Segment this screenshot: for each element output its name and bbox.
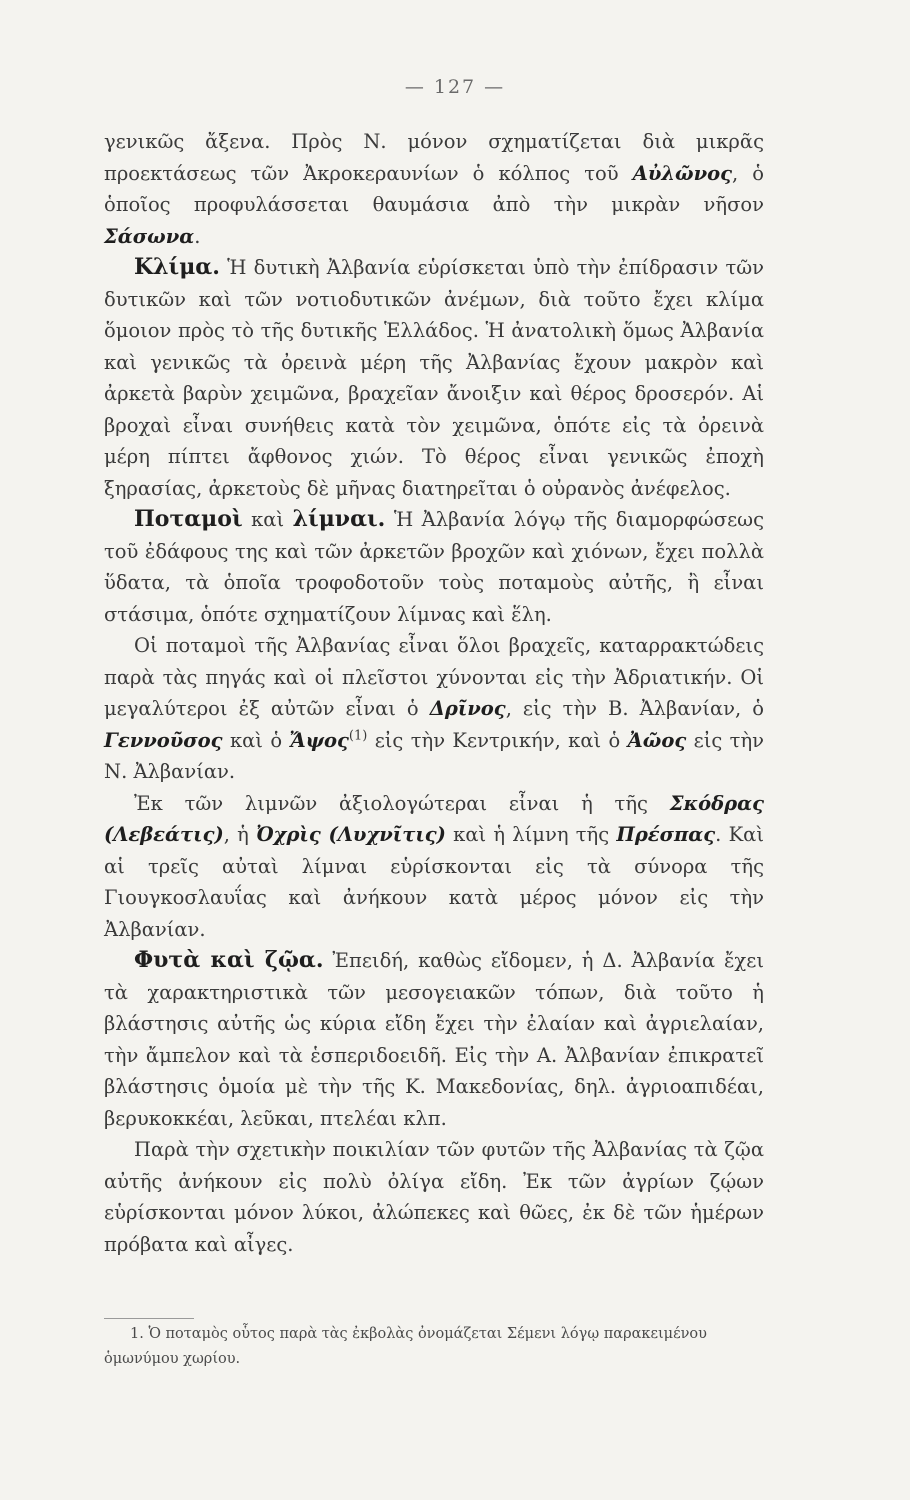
place-name: Σάσωνα bbox=[104, 224, 195, 248]
text-run: καὶ ἡ λίμνη τῆς bbox=[445, 823, 617, 846]
text-run: Οἱ ποταμοὶ τῆς Ἀλβανίας εἶναι ὅλοι βραχεῖς, καταρρακτώδεις παρὰ τὰς πηγάς καὶ οἱ πλεῖστοι χύνονται εἰς τὴν Ἀδριατικήν. Οἱ μεγαλύτεροι ἐξ αὐτῶν εἶναι ὁ bbox=[104, 634, 764, 720]
body-text bbox=[104, 126, 764, 1260]
paragraph bbox=[104, 630, 764, 788]
footnote: 1. Ὁ ποταμὸς οὗτος παρὰ τὰς ἐκβολὰς ὀνομάζεται Σέμενι λόγῳ παρακειμένου ὁμωνύμου χωρίου. bbox=[104, 1326, 707, 1367]
text-run: . Καὶ αἱ τρεῖς αὐταὶ λίμναι εὑρίσκονται εἰς τὰ σύνορα τῆς Γιουγκοσλαυΐας καὶ ἀνήκουν κατὰ μέρος μόνον εἰς τὴν Ἀλβανίαν. bbox=[104, 823, 764, 941]
text-run: εἰς τὴν Ν. Ἀλβανίαν. bbox=[104, 728, 764, 783]
section-heading: Κλίμα. bbox=[134, 254, 220, 280]
place-name: Γεννοῦσος bbox=[104, 728, 223, 752]
place-name: Πρέσπας bbox=[616, 823, 716, 846]
paragraph bbox=[104, 788, 764, 946]
place-name: Σκόδρας (Λεβεάτις) bbox=[104, 791, 764, 846]
text-run: . bbox=[194, 224, 201, 248]
paragraph bbox=[104, 126, 764, 252]
place-name: Δρῖνος bbox=[429, 697, 506, 720]
text-run: Ἡ δυτικὴ Ἀλβανία εὑρίσκεται ὑπὸ τὴν ἐπίδρασιν τῶν δυτικῶν καὶ τῶν νοτιοδυτικῶν ἀνέμων, διὰ τοῦτο ἔχει κλίμα ὅμοιον πρὸς τὸ τῆς δυτικῆς Ἑλλάδος. Ἡ ἀνατολικὴ ὅμως Ἀλβανία καὶ γενικῶς τὰ ὀρεινὰ μέρη τῆς Ἀλβανίας ἔχουν μακρὸν καὶ ἀρκετὰ βαρὺν χειμῶνα, βραχεῖαν ἄνοιξιν καὶ θέρος δροσερόν. Αἱ βροχαὶ εἶναι συνήθεις κατὰ τὸν χειμῶνα, ὁπότε εἰς τὰ ὀρεινὰ μέρη πίπτει ἄφθονος χιών. Τὸ θέρος εἶναι γενικῶς ἐποχὴ ξηρασίας, ἀρκετοὺς δὲ μῆνας διατηρεῖται ὁ οὐρανὸς ἀνέφελος. bbox=[104, 256, 764, 500]
text-run: , εἰς τὴν Β. Ἀλβανίαν, ὁ bbox=[505, 697, 764, 720]
paragraph bbox=[104, 504, 764, 630]
text-run: Ἐκ τῶν λιμνῶν ἀξιολογώτεραι εἶναι ἡ τῆς bbox=[134, 791, 670, 815]
text-run: εἰς τὴν Κεντρικήν, καὶ ὁ bbox=[367, 728, 628, 752]
paragraph bbox=[104, 945, 764, 1134]
section-heading: λίμναι. bbox=[292, 506, 386, 532]
text-run: καὶ bbox=[242, 508, 293, 531]
text-run: , ὁ ὁποῖος προφυλάσσεται θαυμάσια ἀπὸ τὴν μικρὰν νῆσον bbox=[104, 161, 764, 216]
place-name: Ἀῶος bbox=[627, 728, 687, 752]
paragraph bbox=[104, 252, 764, 504]
page-number: — 127 — bbox=[404, 76, 506, 98]
text-run: καὶ ὁ bbox=[222, 728, 290, 752]
paragraph bbox=[104, 1134, 764, 1260]
text-run: Ἐπειδή, καθὼς εἴδομεν, ἡ Δ. Ἀλβανία ἔχει τὰ χαρακτηριστικὰ τῶν μεσογειακῶν τόπων, διὰ τοῦτο ἡ βλάστησις αὐτῆς ὡς κύρια εἴδη ἔχει τὴν ἐλαίαν καὶ ἀγριελαίαν, τὴν ἄμπελον καὶ τὰ ἑσπεριδοειδῆ. Εἰς τὴν Α. Ἀλβανίαν ἐπικρατεῖ βλάστησις ὁμοία μὲ τὴν τῆς Κ. Μακεδονίας, δηλ. ἀγριοαπιδέαι, βερυκοκκέαι, λεῦκαι, πτελέαι κλπ. bbox=[104, 949, 764, 1130]
text-run: γενικῶς ἄξενα. Πρὸς Ν. μόνον σχηματίζεται διὰ μικρᾶς προεκτάσεως τῶν Ἀκροκεραυνίων ὁ κόλπος τοῦ bbox=[104, 130, 764, 185]
text-run: Παρὰ τὴν σχετικὴν ποικιλίαν τῶν φυτῶν τῆς Ἀλβανίας τὰ ζῷα αὐτῆς ἀνήκουν εἰς πολὺ ὀλίγα εἴδη. Ἐκ τῶν ἀγρίων ζῴων εὑρίσκονται μόνον λύκοι, ἀλώπεκες καὶ θῶες, ἐκ δὲ τῶν ἡμέρων πρόβατα καὶ αἶγες. bbox=[104, 1138, 764, 1256]
footnote-rule bbox=[104, 1318, 194, 1319]
section-heading: Φυτὰ καὶ ζῷα. bbox=[134, 947, 324, 973]
text-run: Ἡ Ἀλβανία λόγῳ τῆς διαμορφώσεως τοῦ ἐδάφους της καὶ τῶν ἀρκετῶν βροχῶν καὶ χιόνων, ἔχει πολλὰ ὕδατα, τὰ ὁποῖα τροφοδοτοῦν τοὺς ποταμοὺς αὐτῆς, ἢ εἶναι στάσιμα, ὁπότε σχηματίζουν λίμνας καὶ ἕλη. bbox=[104, 508, 764, 626]
place-name: Ὀχρὶς (Λυχνῖτις) bbox=[256, 823, 446, 846]
place-name: Ἄψος bbox=[289, 728, 349, 752]
place-name: Αὐλῶνος bbox=[632, 161, 733, 185]
footnote-ref: (1) bbox=[348, 728, 368, 743]
section-heading: Ποταμοὶ bbox=[134, 506, 243, 532]
text-run: , ἡ bbox=[223, 823, 257, 846]
